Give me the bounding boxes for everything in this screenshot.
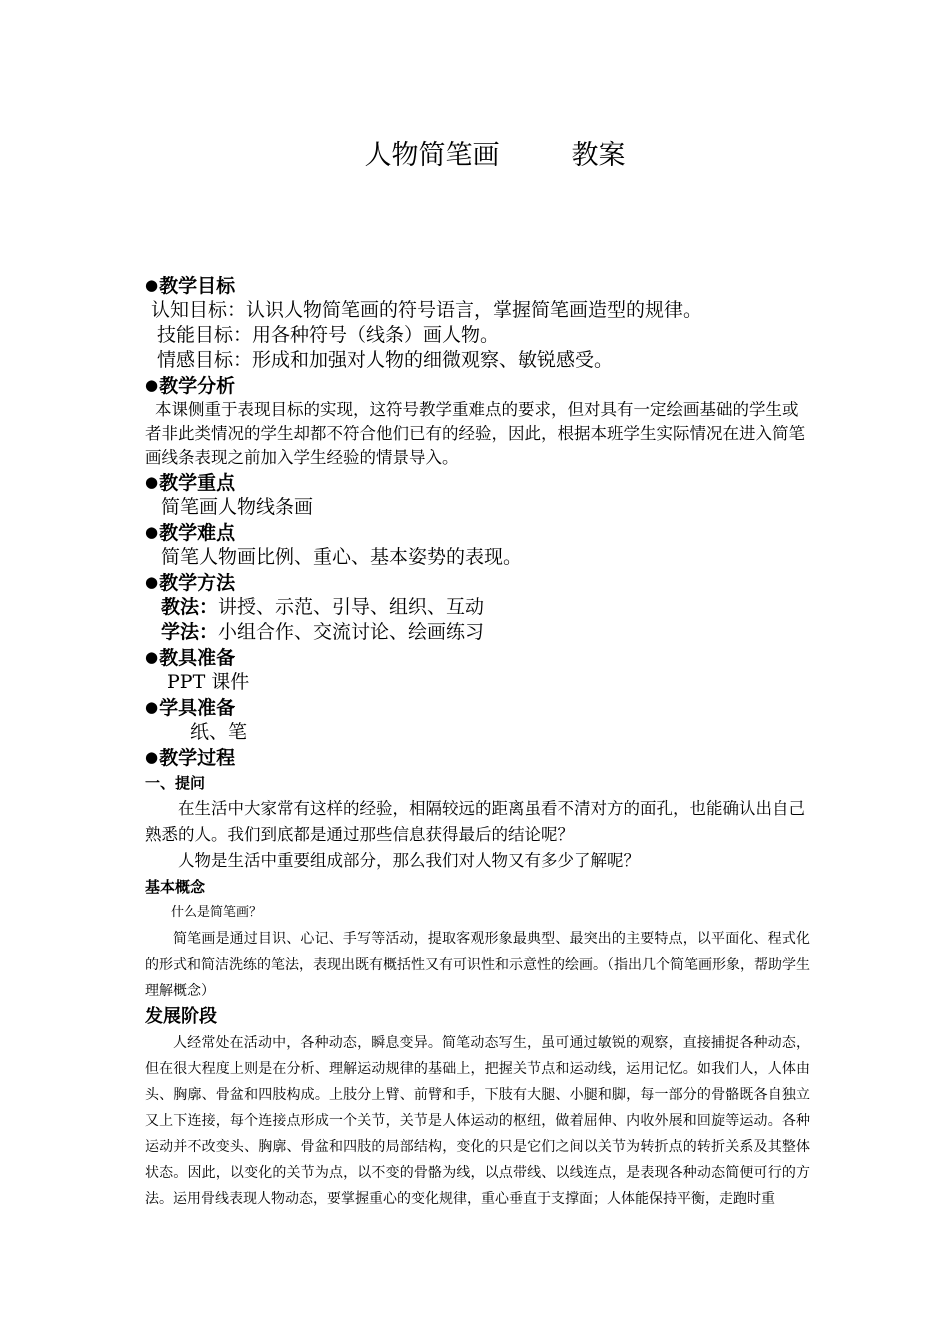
objective-emotion: 情感目标：形成和加强对人物的细微观察、敏锐感受。 (157, 349, 614, 371)
bullet-icon: ● (145, 276, 159, 294)
teacher-tools-text: PPT 课件 (167, 671, 250, 693)
step-question-heading: 一、提问 (145, 774, 206, 792)
bullet-icon: ● (145, 698, 159, 716)
analysis-text: 本课侧重于表现目标的实现，这符号教学重难点的要求，但对具有一定绘画基础的学生或者非此类情况的学生却都不符合他们已有的经验，因此，根据本班学生实际情况在进入简笔画线条表现之前加入学生经验的情景导入。 (145, 400, 805, 467)
heading-teacher-tools: ●教具准备 (145, 647, 236, 669)
concept-heading: 基本概念 (145, 878, 206, 896)
student-tools-text: 纸、笔 (190, 721, 248, 743)
heading-difficulties: ●教学难点 (145, 522, 236, 544)
heading-key-points: ●教学重点 (145, 472, 236, 494)
objective-skill: 技能目标：用各种符号（线条）画人物。 (157, 324, 500, 346)
difficulties-text: 简笔人物画比例、重心、基本姿势的表现。 (161, 546, 523, 568)
bullet-icon: ● (145, 376, 159, 394)
heading-analysis: ●教学分析 (145, 375, 236, 397)
bullet-icon: ● (145, 573, 159, 591)
bullet-icon: ● (145, 648, 159, 666)
title-main: 人物简笔画 (364, 140, 500, 171)
key-points-text: 简笔画人物线条画 (161, 496, 314, 518)
document-body (145, 273, 810, 1212)
concept-paragraph: 简笔画是通过目识、心记、手写等活动，提取客观形象最典型、最突出的主要特点，以平面化、程式化的形式和简洁洗练的笔法，表现出既有概括性又有可识性和示意性的绘画。（指出几个简笔画形象，帮助学生理解概念） (145, 931, 810, 999)
document-title (0, 133, 950, 172)
concept-question: 什么是简笔画？ (171, 905, 263, 920)
process-paragraph-2: 人物是生活中重要组成部分，那么我们对人物又有多少了解呢？ (178, 851, 640, 870)
heading-methods: ●教学方法 (145, 572, 236, 594)
development-heading: 发展阶段 (145, 1006, 217, 1027)
method-learn: 学法：小组合作、交流讨论、绘画练习 (161, 621, 485, 643)
bullet-icon: ● (145, 523, 159, 541)
method-teach: 教法：讲授、示范、引导、组织、互动 (161, 596, 485, 618)
bullet-icon: ● (145, 748, 159, 766)
title-type: 教案 (571, 140, 626, 171)
development-paragraph: 人经常处在活动中，各种动态，瞬息变异。简笔动态写生，虽可通过敏锐的观察，直接捕捉各种动态，但在很大程度上则是在分析、理解运动规律的基础上，把握关节点和运动线，运用记忆。如我们人，人体由头、胸廓、骨盆和四肢构成。上肢分上臂、前臂和手，下肢有大腿、小腿和脚，每一部分的骨骼既各自独立又上下连接，每个连接点形成一个关节，关节是人体运动的枢纽，做着屈伸、内收外展和回旋等运动。各种运动并不改变头、胸廓、骨盆和四肢的局部结构，变化的只是它们之间以关节为转折点的转折关系及其整体状态。因此，以变化的关节为点，以不变的骨骼为线，以点带线、以线连点，是表现各种动态简便可行的方法。运用骨线表现人物动态，要掌握重心的变化规律，重心垂直于支撑面；人体能保持平衡，走跑时重 (145, 1035, 810, 1207)
heading-process: ●教学过程 (145, 747, 236, 769)
heading-student-tools: ●学具准备 (145, 697, 236, 719)
bullet-icon: ● (145, 473, 159, 491)
process-paragraph-1: 在生活中大家常有这样的经验，相隔较远的距离虽看不清对方的面孔，也能确认出自己熟悉的人。我们到底都是通过那些信息获得最后的结论呢？ (145, 799, 805, 844)
objective-cognitive: 认知目标：认识人物简笔画的符号语言，掌握简笔画造型的规律。 (151, 299, 703, 321)
heading-objectives: ●教学目标 (145, 275, 236, 297)
